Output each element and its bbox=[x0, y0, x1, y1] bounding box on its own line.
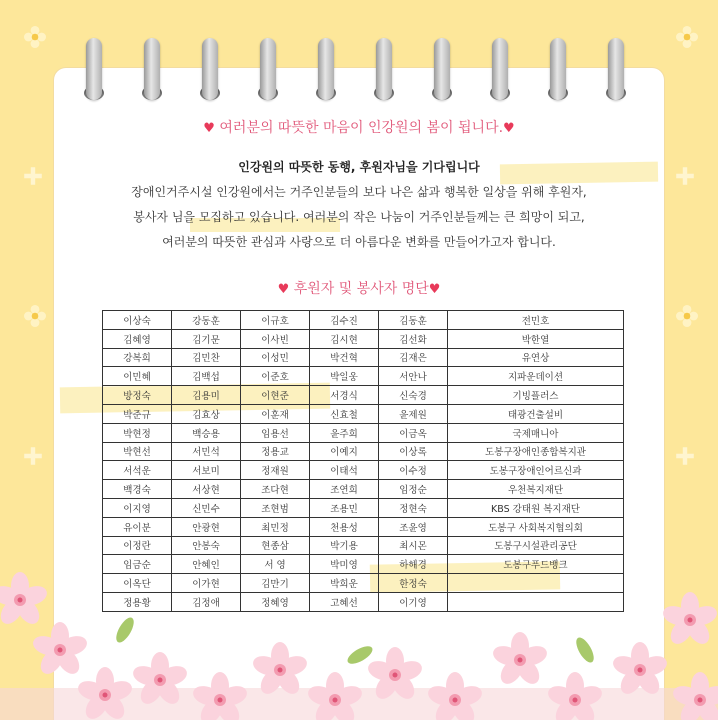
table-cell: 임용선 bbox=[241, 423, 310, 442]
table-cell: 신효철 bbox=[310, 404, 379, 423]
table-cell: 안혜인 bbox=[172, 555, 241, 574]
flower-dot-icon bbox=[676, 26, 698, 48]
table-cell: 김혜영 bbox=[103, 329, 172, 348]
table-cell bbox=[448, 574, 624, 593]
table-cell: 정용교 bbox=[241, 442, 310, 461]
table-row bbox=[103, 536, 624, 555]
binder-ring-icon bbox=[492, 38, 508, 100]
table-cell: 우천복지재단 bbox=[448, 480, 624, 499]
table-cell: 이옥단 bbox=[103, 574, 172, 593]
table-cell: 조연희 bbox=[310, 480, 379, 499]
table-row bbox=[103, 574, 624, 593]
table-cell: 박기용 bbox=[310, 536, 379, 555]
table-cell: 이훈재 bbox=[241, 404, 310, 423]
table-row bbox=[103, 442, 624, 461]
table-cell: 김기문 bbox=[172, 329, 241, 348]
table-cell: 이민혜 bbox=[103, 367, 172, 386]
table-cell: 정재원 bbox=[241, 461, 310, 480]
table-cell: 기빙플러스 bbox=[448, 386, 624, 405]
table-cell: 유이분 bbox=[103, 517, 172, 536]
table-cell: 최민정 bbox=[241, 517, 310, 536]
table-cell: 천용성 bbox=[310, 517, 379, 536]
table-cell: 김만기 bbox=[241, 574, 310, 593]
table-cell: 서보미 bbox=[172, 461, 241, 480]
table-cell: 도봉구푸드뱅크 bbox=[448, 555, 624, 574]
table-cell: 서민석 bbox=[172, 442, 241, 461]
table-cell: 김용미 bbox=[172, 386, 241, 405]
table-row bbox=[103, 329, 624, 348]
table-cell: 강동훈 bbox=[172, 311, 241, 330]
table-cell: 안광현 bbox=[172, 517, 241, 536]
table-cell: 김민찬 bbox=[172, 348, 241, 367]
heart-icon: ♥ bbox=[277, 282, 290, 297]
table-cell: 박일웅 bbox=[310, 367, 379, 386]
sponsor-table bbox=[102, 310, 624, 612]
table-cell: 김재은 bbox=[379, 348, 448, 367]
table-cell: 도봉구 사회복지협의회 bbox=[448, 517, 624, 536]
table-cell: 정혜영 bbox=[241, 592, 310, 611]
table-cell: 김수진 bbox=[310, 311, 379, 330]
intro-subtitle: 인강원의 따뜻한 동행, 후원자님을 기다립니다 bbox=[238, 160, 480, 174]
list-title-text: 후원자 및 봉사자 명단 bbox=[293, 281, 429, 297]
table-cell: 이규호 bbox=[241, 311, 310, 330]
table-cell: 박희운 bbox=[310, 574, 379, 593]
table-cell: 이상록 bbox=[379, 442, 448, 461]
intro-line: 장애인거주시설 인강원에서는 거주인분들의 보다 나은 삶과 행복한 일상을 위해 후원자, bbox=[131, 185, 587, 199]
table-cell: 정현숙 bbox=[379, 498, 448, 517]
table-cell: 강복희 bbox=[103, 348, 172, 367]
table-cell: 이정란 bbox=[103, 536, 172, 555]
table-row bbox=[103, 423, 624, 442]
table-cell: 이금옥 bbox=[379, 423, 448, 442]
table-cell: 조다현 bbox=[241, 480, 310, 499]
table-row bbox=[103, 367, 624, 386]
binder-ring-icon bbox=[260, 38, 276, 100]
table-row bbox=[103, 404, 624, 423]
table-cell: 임금순 bbox=[103, 555, 172, 574]
table-cell: 박한열 bbox=[448, 329, 624, 348]
table-cell: 고혜선 bbox=[310, 592, 379, 611]
table-cell: 신민수 bbox=[172, 498, 241, 517]
table-cell: 백승용 bbox=[172, 423, 241, 442]
table-cell: 김효상 bbox=[172, 404, 241, 423]
table-cell: 하해경 bbox=[379, 555, 448, 574]
plus-sparkle-icon bbox=[674, 445, 696, 467]
table-cell: 박준규 bbox=[103, 404, 172, 423]
heart-icon: ♥ bbox=[503, 121, 515, 136]
table-cell: 유연상 bbox=[448, 348, 624, 367]
table-cell: 김시현 bbox=[310, 329, 379, 348]
table-row bbox=[103, 480, 624, 499]
page-title bbox=[0, 117, 718, 137]
table-cell: 서상현 bbox=[172, 480, 241, 499]
table-cell: 이가현 bbox=[172, 574, 241, 593]
table-cell: 현종삼 bbox=[241, 536, 310, 555]
list-title bbox=[0, 278, 718, 298]
table-cell: 이예지 bbox=[310, 442, 379, 461]
table-row bbox=[103, 311, 624, 330]
table-cell: 박건혁 bbox=[310, 348, 379, 367]
intro-line: 봉사자 님을 모집하고 있습니다. 여러분의 작은 나눔이 거주인분들께는 큰 희망이 되고, bbox=[133, 210, 585, 224]
binder-ring-icon bbox=[434, 38, 450, 100]
intro-line: 여러분의 따뜻한 관심과 사랑으로 더 아름다운 변화를 만들어가고자 합니다. bbox=[162, 235, 556, 249]
table-cell: 이지영 bbox=[103, 498, 172, 517]
table-cell: 최시몬 bbox=[379, 536, 448, 555]
table-cell: 신숙경 bbox=[379, 386, 448, 405]
table-cell: 이태석 bbox=[310, 461, 379, 480]
table-row bbox=[103, 555, 624, 574]
table-cell: 전민호 bbox=[448, 311, 624, 330]
table-cell: 지파운데이션 bbox=[448, 367, 624, 386]
table-cell: 임정순 bbox=[379, 480, 448, 499]
table-cell: 조용민 bbox=[310, 498, 379, 517]
table-row bbox=[103, 386, 624, 405]
binder-ring-icon bbox=[376, 38, 392, 100]
table-row bbox=[103, 517, 624, 536]
binder-ring-icon bbox=[318, 38, 334, 100]
binder-ring-icon bbox=[202, 38, 218, 100]
flower-dot-icon bbox=[676, 305, 698, 327]
table-cell: 방정숙 bbox=[103, 386, 172, 405]
table-cell: 윤주희 bbox=[310, 423, 379, 442]
binder-ring-icon bbox=[86, 38, 102, 100]
binder-ring-icon bbox=[608, 38, 624, 100]
table-cell: 백경숙 bbox=[103, 480, 172, 499]
table-cell: 도봉구시설관리공단 bbox=[448, 536, 624, 555]
table-cell bbox=[448, 592, 624, 611]
table-cell: 한정숙 bbox=[379, 574, 448, 593]
table-cell: 태광건출설비 bbox=[448, 404, 624, 423]
table-cell: 이사빈 bbox=[241, 329, 310, 348]
table-cell: 박현선 bbox=[103, 442, 172, 461]
table-cell: 이수정 bbox=[379, 461, 448, 480]
table-row bbox=[103, 592, 624, 611]
table-cell: 김백섭 bbox=[172, 367, 241, 386]
table-cell: 김선화 bbox=[379, 329, 448, 348]
table-row bbox=[103, 348, 624, 367]
plus-sparkle-icon bbox=[22, 445, 44, 467]
table-cell: 서안나 bbox=[379, 367, 448, 386]
table-cell: 조윤영 bbox=[379, 517, 448, 536]
flower-dot-icon bbox=[24, 26, 46, 48]
table-cell: 이기영 bbox=[379, 592, 448, 611]
table-cell: 이성민 bbox=[241, 348, 310, 367]
table-cell: 박현정 bbox=[103, 423, 172, 442]
table-cell: 조현범 bbox=[241, 498, 310, 517]
table-row bbox=[103, 498, 624, 517]
heart-icon: ♥ bbox=[203, 121, 215, 136]
table-cell: KBS 강태원 복지재단 bbox=[448, 498, 624, 517]
binder-ring-icon bbox=[550, 38, 566, 100]
table-cell: 윤제원 bbox=[379, 404, 448, 423]
heart-icon: ♥ bbox=[428, 282, 441, 297]
table-cell: 박미영 bbox=[310, 555, 379, 574]
table-cell: 국제매니아 bbox=[448, 423, 624, 442]
binder-ring-icon bbox=[144, 38, 160, 100]
table-cell: 안봉숙 bbox=[172, 536, 241, 555]
table-cell: 서석운 bbox=[103, 461, 172, 480]
table-cell: 김정애 bbox=[172, 592, 241, 611]
page-title-text: 여러분의 따뜻한 마음이 인강원의 봄이 됩니다. bbox=[219, 120, 504, 136]
table-cell: 서경식 bbox=[310, 386, 379, 405]
table-cell: 이상숙 bbox=[103, 311, 172, 330]
table-cell: 도봉구장애인종합복지관 bbox=[448, 442, 624, 461]
table-cell: 정용황 bbox=[103, 592, 172, 611]
table-cell: 서 영 bbox=[241, 555, 310, 574]
table-row bbox=[103, 461, 624, 480]
table-cell: 이현준 bbox=[241, 386, 310, 405]
table-cell: 이준호 bbox=[241, 367, 310, 386]
flower-dot-icon bbox=[24, 305, 46, 327]
table-cell: 도봉구장애인어르신과 bbox=[448, 461, 624, 480]
table-cell: 김동훈 bbox=[379, 311, 448, 330]
